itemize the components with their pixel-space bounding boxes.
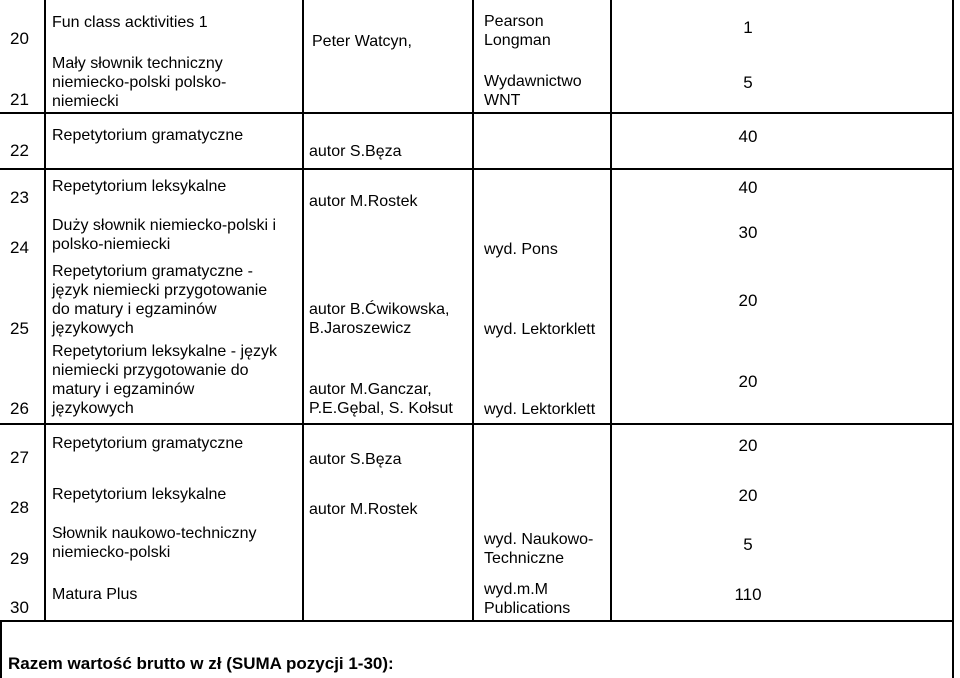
row-publisher: wyd. Pons xyxy=(484,241,558,258)
row-title: Słownik naukowo-techniczny niemiecko-polski xyxy=(52,525,257,561)
row-author: autor S.Bęza xyxy=(309,451,402,468)
row-publisher: wyd. Lektorklett xyxy=(484,321,596,338)
row-title: Repetytorium gramatyczne - język niemiecki przygotowanie do matury i egzaminów językowych xyxy=(52,263,268,337)
row-author: autor M.Rostek xyxy=(309,193,418,210)
row-quantity: 20 xyxy=(738,291,758,310)
row-quantity: 20 xyxy=(738,486,758,505)
row-quantity: 5 xyxy=(743,535,753,554)
row-title: Repetytorium gramatyczne xyxy=(52,435,244,452)
row-number: 30 xyxy=(10,598,29,617)
row-quantity: 40 xyxy=(738,127,758,146)
row-quantity: 20 xyxy=(738,436,758,455)
row-title: Repetytorium leksykalne - język niemiecki przygotowanie do matury i egzaminów językowych xyxy=(52,343,277,417)
grid-line xyxy=(952,0,954,678)
row-author: autor M.Ganczar, P.E.Gębal, S. Kołsut xyxy=(309,381,453,417)
row-title: Mały słownik techniczny niemiecko-polski polsko- niemiecki xyxy=(52,55,227,110)
grid-line xyxy=(44,0,46,620)
row-quantity: 20 xyxy=(738,372,758,391)
grid-line xyxy=(302,0,304,620)
row-publisher: Pearson Longman xyxy=(484,13,551,49)
row-quantity: 30 xyxy=(738,223,758,242)
row-quantity: 5 xyxy=(743,73,753,92)
row-number: 24 xyxy=(10,238,29,257)
row-author: autor S.Bęza xyxy=(309,143,402,160)
grid-line xyxy=(0,423,954,425)
row-number: 20 xyxy=(10,29,29,48)
row-publisher: Wydawnictwo WNT xyxy=(484,73,582,109)
row-publisher: wyd. Lektorklett xyxy=(484,401,596,418)
row-number: 27 xyxy=(10,448,29,467)
row-author: autor B.Ćwikowska, B.Jaroszewicz xyxy=(309,301,450,337)
row-number: 29 xyxy=(10,549,29,568)
row-number: 25 xyxy=(10,319,29,338)
grid-line xyxy=(472,0,474,620)
row-number: 22 xyxy=(10,141,29,160)
row-number: 26 xyxy=(10,399,29,418)
row-number: 28 xyxy=(10,498,29,517)
row-publisher: wyd. Naukowo- Techniczne xyxy=(484,531,594,567)
row-quantity: 1 xyxy=(743,18,753,37)
row-quantity: 110 xyxy=(734,585,762,604)
row-publisher: wyd.m.M Publications xyxy=(484,581,571,617)
grid-line xyxy=(0,112,954,114)
row-title: Repetytorium leksykalne xyxy=(52,178,227,195)
grid-line xyxy=(0,620,2,678)
row-title: Repetytorium gramatyczne xyxy=(52,127,244,144)
row-author: autor M.Rostek xyxy=(309,501,418,518)
row-number: 23 xyxy=(10,188,29,207)
row-title: Fun class acktivities 1 xyxy=(52,14,208,31)
grid-line xyxy=(0,168,954,170)
row-title: Matura Plus xyxy=(52,586,138,603)
row-number: 21 xyxy=(10,90,29,109)
row-title: Repetytorium leksykalne xyxy=(52,486,227,503)
total-label: Razem wartość brutto w zł (SUMA pozycji 1-30): xyxy=(8,654,394,673)
row-author: Peter Watcyn, xyxy=(312,33,412,50)
row-title: Duży słownik niemiecko-polski i polsko-niemiecki xyxy=(52,217,277,253)
grid-line xyxy=(610,0,612,620)
row-quantity: 40 xyxy=(738,178,758,197)
grid-line xyxy=(0,620,954,622)
